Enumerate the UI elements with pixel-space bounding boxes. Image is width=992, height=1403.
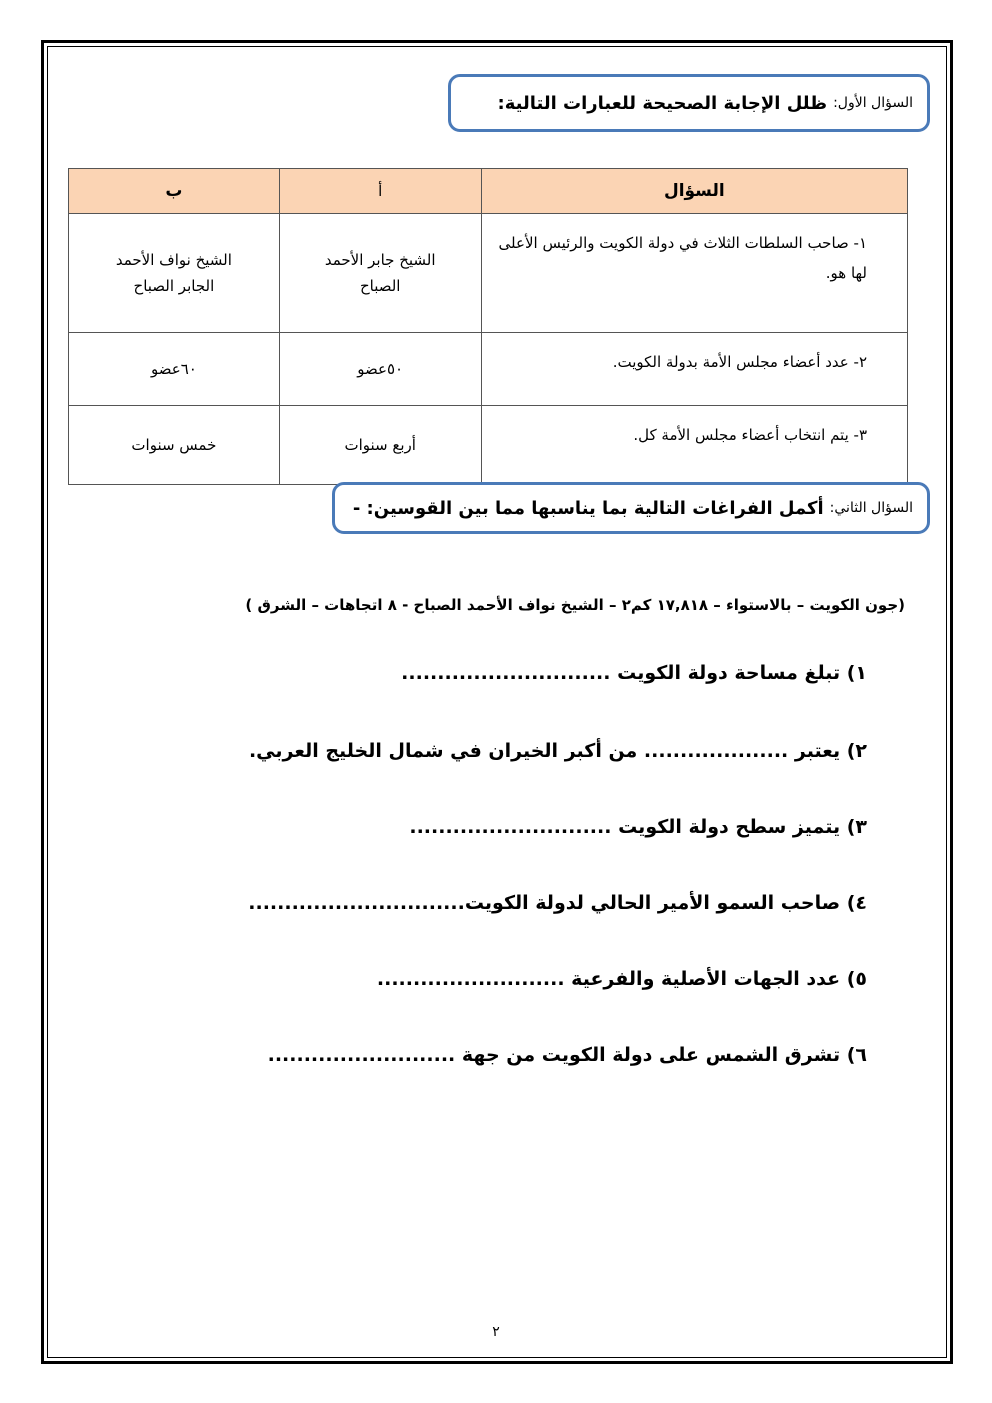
question-text: ١- صاحب السلطات الثلاث في دولة الكويت والرئيس الأعلى لها هو. — [481, 214, 907, 333]
option-b-cell[interactable] — [69, 406, 280, 485]
option-b-cell[interactable] — [69, 333, 280, 406]
word-bank: (جون الكويت – بالاستواء – ١٧,٨١٨ كم٢ – الشيخ نواف الأحمد الصباح - ٨ اتجاهات – الشرق ) — [245, 596, 905, 614]
question-2-title: أكمل الفراغات التالية بما يناسبها مما بين القوسين: - — [352, 497, 824, 519]
question-2-header — [332, 482, 930, 534]
page-number: ٢ — [492, 1324, 500, 1340]
table-row — [69, 406, 908, 485]
multiple-choice-table — [68, 168, 908, 485]
option-a-cell[interactable] — [279, 214, 481, 333]
question-1-title: ظلل الإجابة الصحيحة للعبارات التالية: — [497, 92, 828, 114]
question-2-label: السؤال الثاني: — [829, 500, 913, 516]
option-a-cell[interactable] — [279, 406, 481, 485]
header-option-b: ب — [69, 169, 280, 214]
option-a-text: أربع سنوات — [344, 436, 416, 454]
option-a-text: ٥٠عضو — [357, 360, 404, 378]
fill-item-5[interactable]: ٥) عدد الجهات الأصلية والفرعية .......................... — [376, 968, 867, 990]
header-question: السؤال — [481, 169, 907, 214]
question-text: ٢- عدد أعضاء مجلس الأمة بدولة الكويت. — [481, 333, 907, 406]
table-header-row — [69, 169, 908, 214]
header-option-a: أ — [279, 169, 481, 214]
fill-item-4[interactable]: ٤) صاحب السمو الأمير الحالي لدولة الكويت.............................. — [248, 892, 867, 914]
question-1-header — [448, 74, 930, 132]
fill-item-6[interactable]: ٦) تشرق الشمس على دولة الكويت من جهة .......................... — [267, 1044, 867, 1066]
option-b-text: الشيخ نواف الأحمد الجابر الصباح — [115, 251, 232, 295]
question-1-label: السؤال الأول: — [833, 95, 913, 111]
option-b-text: ٦٠عضو — [150, 360, 197, 378]
question-text: ٣- يتم انتخاب أعضاء مجلس الأمة كل. — [481, 406, 907, 485]
table-row — [69, 214, 908, 333]
fill-item-3[interactable]: ٣) يتميز سطح دولة الكويت ............................ — [409, 816, 867, 838]
option-a-text: الشيخ جابر الأحمد الصباح — [324, 251, 436, 295]
option-b-text: خمس سنوات — [131, 436, 217, 454]
fill-item-1[interactable]: ١) تبلغ مساحة دولة الكويت ............................. — [401, 662, 867, 684]
option-b-cell[interactable] — [69, 214, 280, 333]
fill-item-2[interactable]: ٢) يعتبر .................... من أكبر الخيران في شمال الخليج العربي. — [248, 740, 867, 762]
table-row — [69, 333, 908, 406]
option-a-cell[interactable] — [279, 333, 481, 406]
